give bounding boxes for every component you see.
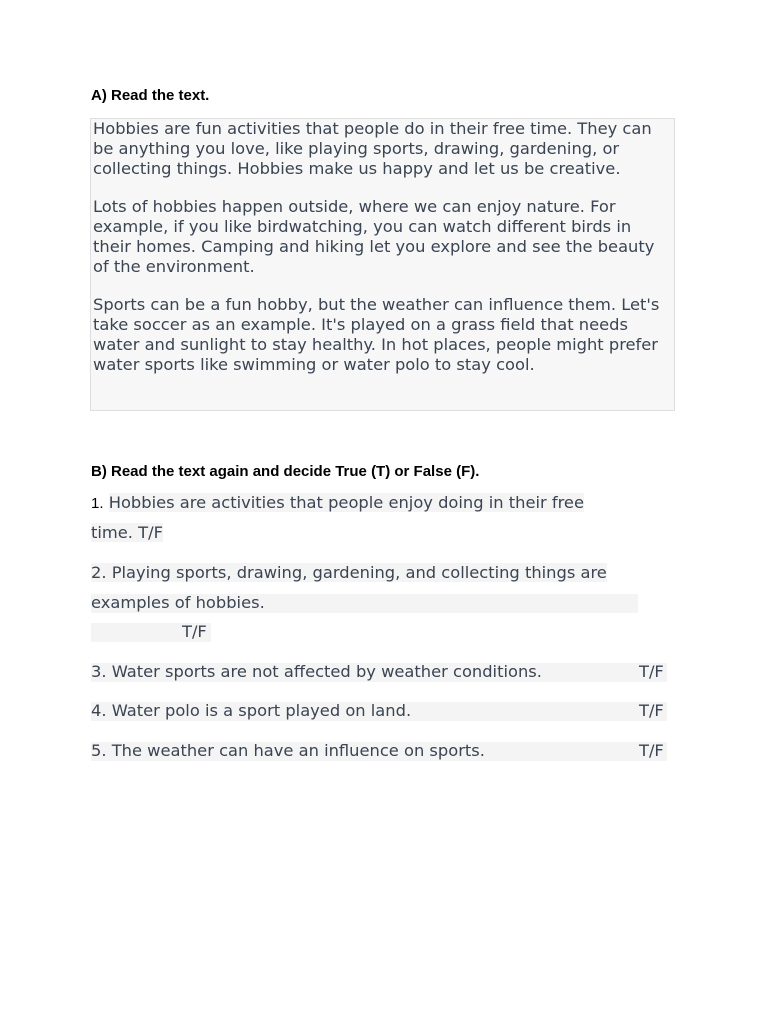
- reading-paragraph-1: Hobbies are fun activities that people do in their free time. They can be anything you love, like playing sports, drawing, gardening, or collecting things. Hobbies make us happy and let us be creative.: [93, 119, 652, 178]
- question-3-text: 3. Water sports are not affected by weather conditions.: [91, 662, 542, 681]
- question-2-line-1: [91, 563, 607, 582]
- question-1-number: 1.: [91, 495, 104, 512]
- reading-paragraph-2: Lots of hobbies happen outside, where we can enjoy nature. For example, if you like birdwatching, you can watch different birds in their homes. Camping and hiking let you explore and see the beauty of the environment.: [93, 197, 655, 276]
- question-5-tf: T/F: [639, 741, 664, 760]
- question-2-tf: T/F: [182, 622, 207, 641]
- question-4-tf: T/F: [639, 701, 664, 720]
- section-a-heading: A) Read the text.: [91, 87, 210, 104]
- reading-paragraph-3: Sports can be a fun hobby, but the weather can influence them. Let's take soccer as an example. It's played on a grass field that needs water and sunlight to stay healthy. In hot places, people might prefer water sports like swimming or water polo to stay cool.: [93, 295, 660, 374]
- question-1-line-2: [91, 523, 163, 542]
- reading-text-box: [90, 118, 675, 411]
- section-b-heading: B) Read the text again and decide True (T) or False (F).: [91, 463, 480, 480]
- question-2-text-end: examples of hobbies.: [91, 593, 265, 612]
- question-1-text: Hobbies are activities that people enjoy doing in their free: [108, 493, 584, 512]
- question-4-text: 4. Water polo is a sport played on land.: [91, 701, 412, 720]
- question-3-tf: T/F: [639, 662, 664, 681]
- question-1-text-end: time. T/F: [91, 523, 163, 542]
- question-5-text: 5. The weather can have an influence on sports.: [91, 741, 485, 760]
- question-2-line-2: [91, 593, 265, 612]
- question-1-line-1: [91, 493, 584, 512]
- question-2-text: 2. Playing sports, drawing, gardening, and collecting things are: [91, 563, 607, 582]
